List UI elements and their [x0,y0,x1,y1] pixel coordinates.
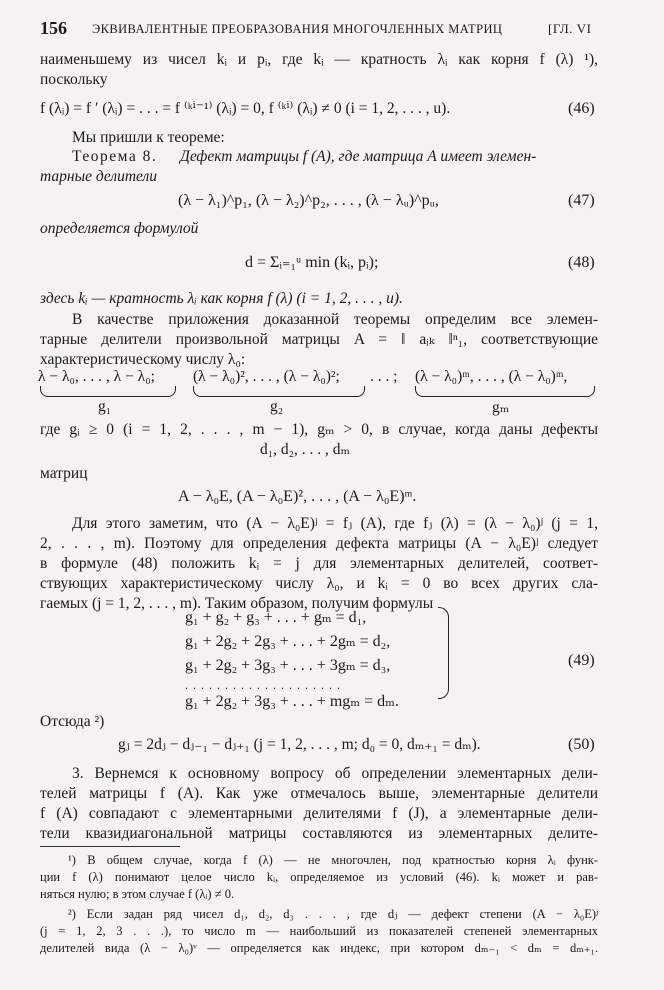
text-line: тели квазидиагональной матрицы составляются из элементарных делите- [40,825,598,842]
text-line: телей матрицы f (A). Как уже отмечалось выше, элементарные делители [40,785,598,802]
sequence-group-2: (λ − λ₀)², . . . , (λ − λ₀)²; [193,368,340,385]
theorem-heading: Теорема 8. [72,148,158,165]
text-line: тарные делители произвольной матрицы A = ‖ aᵢₖ ‖ⁿ₁, соответствующие [40,331,598,348]
text-line: f (A) совпадают с элементарными делителями f (J), а элементарные дели- [40,805,598,822]
equation-matrices: A − λ₀E, (A − λ₀E)², . . . , (A − λ₀E)ᵐ. [178,488,417,505]
text-line: здесь kᵢ — кратность λᵢ как корня f (λ) (i = 1, 2, . . . , u). [40,290,403,307]
equation-number: (46) [568,100,595,117]
text-line: В качестве приложения доказанной теоремы определим все элемен- [72,311,598,328]
underbrace [193,386,365,397]
text-line: определяется формулой [40,220,199,237]
text-line: характеристическому числу λ₀: [40,351,246,368]
text-line: Для этого заметим, что (A − λ₀E)ʲ = fⱼ (A), где fⱼ (λ) = (λ − λ₀)ʲ (j = 1, [72,515,598,532]
equation-50: gⱼ = 2dⱼ − dⱼ₋₁ − dⱼ₊₁ (j = 1, 2, . . . , m; d₀ = 0, dₘ₊₁ = dₘ). [118,736,481,753]
system-row: g₁ + g₂ + g₃ + . . . + gₘ = d₁, [185,609,367,626]
right-brace [438,607,449,699]
brace-label-g1: g₁ [98,398,112,415]
underbrace [415,386,595,397]
sequence-group-m: (λ − λ₀)ᵐ, . . . , (λ − λ₀)ᵐ, [415,368,568,385]
equation-number: (47) [568,192,595,209]
brace-label-g2: g₂ [270,398,284,415]
text-line: где gᵢ ≥ 0 (i = 1, 2, . . . , m − 1), gₘ > 0, в случае, когда даны дефекты [40,421,598,438]
brace-label-gm: gₘ [492,399,510,416]
chapter-label: [ГЛ. VI [548,21,592,36]
footnote-line: делителей вида (λ − λ₀)ᵛ — определяется как индекс, при котором dₘ₋₁ < dₘ = dₘ₊₁. [40,941,598,955]
footnote-line: (j = 1, 2, 3 . . .), то число m — наибольший из показателей степеней элементарных [40,924,598,938]
sequence-group-1: λ − λ₀, . . . , λ − λ₀; [38,368,155,385]
text-line: наименьшему из чисел kᵢ и pᵢ, где kᵢ — кратность λᵢ как корня f (λ) ¹), [40,51,598,68]
text-line: гаемых (j = 1, 2, . . . , m). Таким образом, получим формулы [40,595,434,612]
footnote-line: ¹) В общем случае, когда f (λ) — не многочлен, под кратностью корня λᵢ функ- [68,853,598,867]
system-dots: . . . . . . . . . . . . . . . . . . . . [185,678,341,692]
equation-number: (48) [568,254,595,271]
theorem-text: Дефект матрицы f (A), где матрица A имеет элемен- [180,148,537,165]
equation-48: d = Σᵢ₌₁ᵘ min (kᵢ, pᵢ); [245,254,379,271]
text-line: Отсюда ²) [40,713,105,730]
text-line: 3. Вернемся к основному вопросу об определении элементарных дели- [72,765,598,782]
sequence-dots: . . . ; [370,368,398,385]
page-number: 156 [40,18,67,38]
text-line: d₁, d₂, . . . , dₘ [260,441,351,458]
equation-number: (50) [568,736,595,753]
underbrace [40,386,176,397]
text-line: ствующих характеристическому числу λ₀, и kᵢ = 0 во всех других сла- [40,575,598,592]
theorem-text: тарные делители [40,168,158,185]
footnote-line: ²) Если задан ряд чисел d₁, d₂, d₃ . . . , где dⱼ — дефект степени (A − λ₀E)ʲ [68,907,598,921]
text-line: Мы пришли к теореме: [72,129,225,146]
text-line: поскольку [40,71,108,88]
text-line: матриц [40,465,88,482]
equation-number: (49) [568,652,595,669]
footnote-rule [40,846,180,847]
system-row: g₁ + 2g₂ + 3g₃ + . . . + mgₘ = dₘ. [185,693,399,710]
text-line: 2, . . . , m). Поэтому для определения дефекта матрицы (A − λ₀E)ʲ следует [40,535,598,552]
footnote-line: няться нулю; в этом случае f (λᵢ) ≠ 0. [40,887,235,901]
equation-46: f (λᵢ) = f ′ (λᵢ) = . . . = f ⁽ᵏⁱ⁻¹⁾ (λᵢ) = 0, f ⁽ᵏⁱ⁾ (λᵢ) ≠ 0 (i = 1, 2, . . . , u). [40,100,451,117]
system-row: g₁ + 2g₂ + 2g₃ + . . . + 2gₘ = d₂, [185,633,391,650]
footnote-line: ции f (λ) понимают целое число kᵢ, определяемое из условий (46). kᵢ может и рав- [40,870,598,884]
system-row: g₁ + 2g₂ + 3g₃ + . . . + 3gₘ = d₃, [185,657,391,674]
equation-47: (λ − λ₁)^p₁, (λ − λ₂)^p₂, . . . , (λ − λᵤ)^pᵤ, [178,192,439,209]
running-title: ЭКВИВАЛЕНТНЫЕ ПРЕОБРАЗОВАНИЯ МНОГОЧЛЕННЫХ МАТРИЦ [92,22,503,36]
text-line: в формуле (48) положить kᵢ = j для элементарных делителей, соответ- [40,555,598,572]
